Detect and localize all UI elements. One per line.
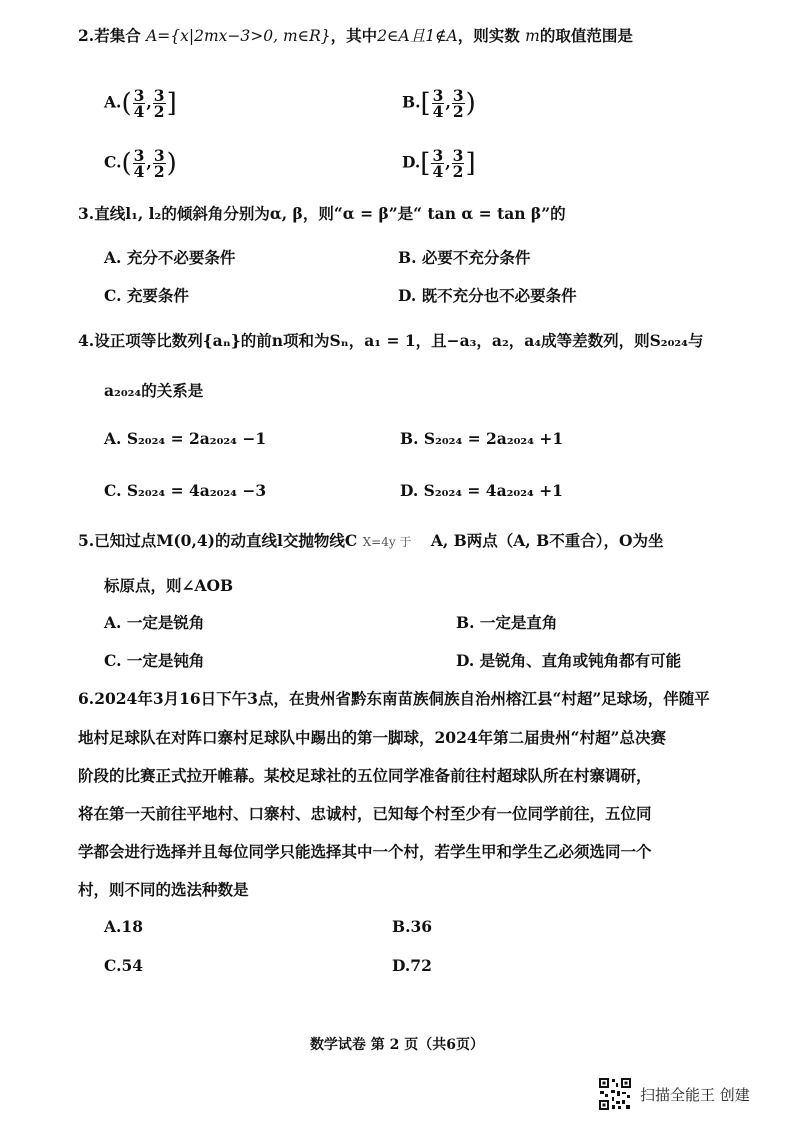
q4-stem-line2: a₂₀₂₄的关系是 xyxy=(104,381,204,400)
q3-option-c: C. 充要条件 xyxy=(104,286,189,305)
q5-option-d: D. 是锐角、直角或钝角都有可能 xyxy=(456,651,682,670)
q2-option-c: C.( $\frac{3}{4}$ , $\frac{3}{2}$ ) xyxy=(104,146,177,181)
scanner-watermark xyxy=(598,1074,778,1114)
q5-option-a: A. 一定是锐角 xyxy=(104,613,205,632)
q6-stem-line5: 学都会进行选择并且每位同学只能选择其中一个村，若学生甲和学生乙必须选同一个 xyxy=(78,842,652,861)
q2-option-b: B.[ $\frac{3}{4}$ , $\frac{3}{2}$ ) xyxy=(402,86,476,121)
q6-stem-line3: 阶段的比赛正式拉开帷幕。某校足球社的五位同学准备前往村超球队所在村寨调研， xyxy=(78,766,652,785)
q6-option-d: D.72 xyxy=(392,956,432,975)
q6-stem-line1: 6.2024年3月16日下午3点，在贵州省黔东南苗族侗族自治州榕江县“村超”足球场，伴随平 xyxy=(78,689,710,708)
q5-option-b: B. 一定是直角 xyxy=(456,613,558,632)
qr-code-icon xyxy=(598,1077,632,1111)
q5-option-c: C. 一定是钝角 xyxy=(104,651,205,670)
q3-option-a: A. 充分不必要条件 xyxy=(104,248,236,267)
q5-parabola-equation: X=4y 于 xyxy=(362,535,412,549)
q6-option-c: C.54 xyxy=(104,956,144,975)
q6-option-b: B.36 xyxy=(392,917,433,936)
q4-option-c: C. S₂₀₂₄ = 4a₂₀₂₄ −3 xyxy=(104,481,267,500)
q5-stem-line1: 5.已知过点M(0,4)的动直线l交抛物线C X=4y 于 A, B两点（A, B不重合），O为坐 xyxy=(78,531,664,550)
page-footer: 数学试卷 第 2 页（共6页） xyxy=(309,1037,485,1053)
q3-stem: 3.直线l₁, l₂的倾斜角分别为α, β，则“α = β”是“ tan α = tan β”的 xyxy=(78,204,566,223)
q4-stem-line1: 4.设正项等比数列{aₙ}的前n项和为Sₙ，a₁ = 1，且−a₃，a₂，a₄成等差数列，则S₂₀₂₄与 xyxy=(78,331,704,350)
q4-option-d: D. S₂₀₂₄ = 4a₂₀₂₄ +1 xyxy=(400,481,563,500)
q4-option-b: B. S₂₀₂₄ = 2a₂₀₂₄ +1 xyxy=(400,429,564,448)
scanner-label: 扫描全能王 创建 xyxy=(640,1086,750,1104)
q3-option-b: B. 必要不充分条件 xyxy=(398,248,531,267)
q2-stem: 2.若集合 A={x|2mx−3>0, m∈R}，其中2∈A且1∉A，则实数 m的取值范围是 xyxy=(78,26,633,45)
q4-option-a: A. S₂₀₂₄ = 2a₂₀₂₄ −1 xyxy=(104,429,267,448)
q6-stem-line6: 村，则不同的选法种数是 xyxy=(78,880,249,899)
q6-stem-line2: 地村足球队在对阵口寨村足球队中踢出的第一脚球，2024年第二届贵州“村超”总决赛 xyxy=(78,728,666,747)
q3-option-d: D. 既不充分也不必要条件 xyxy=(398,286,577,305)
q2-option-a: A.( $\frac{3}{4}$ , $\frac{3}{2}$ ] xyxy=(104,86,177,121)
q6-stem-line4: 将在第一天前往平地村、口寨村、忠诚村，已知每个村至少有一位同学前往，五位同 xyxy=(78,804,652,823)
q6-option-a: A.18 xyxy=(104,917,143,936)
q2-option-d: D.[ $\frac{3}{4}$ , $\frac{3}{2}$ ] xyxy=(402,146,476,181)
q5-stem-line2: 标原点，则∠AOB xyxy=(104,576,234,595)
